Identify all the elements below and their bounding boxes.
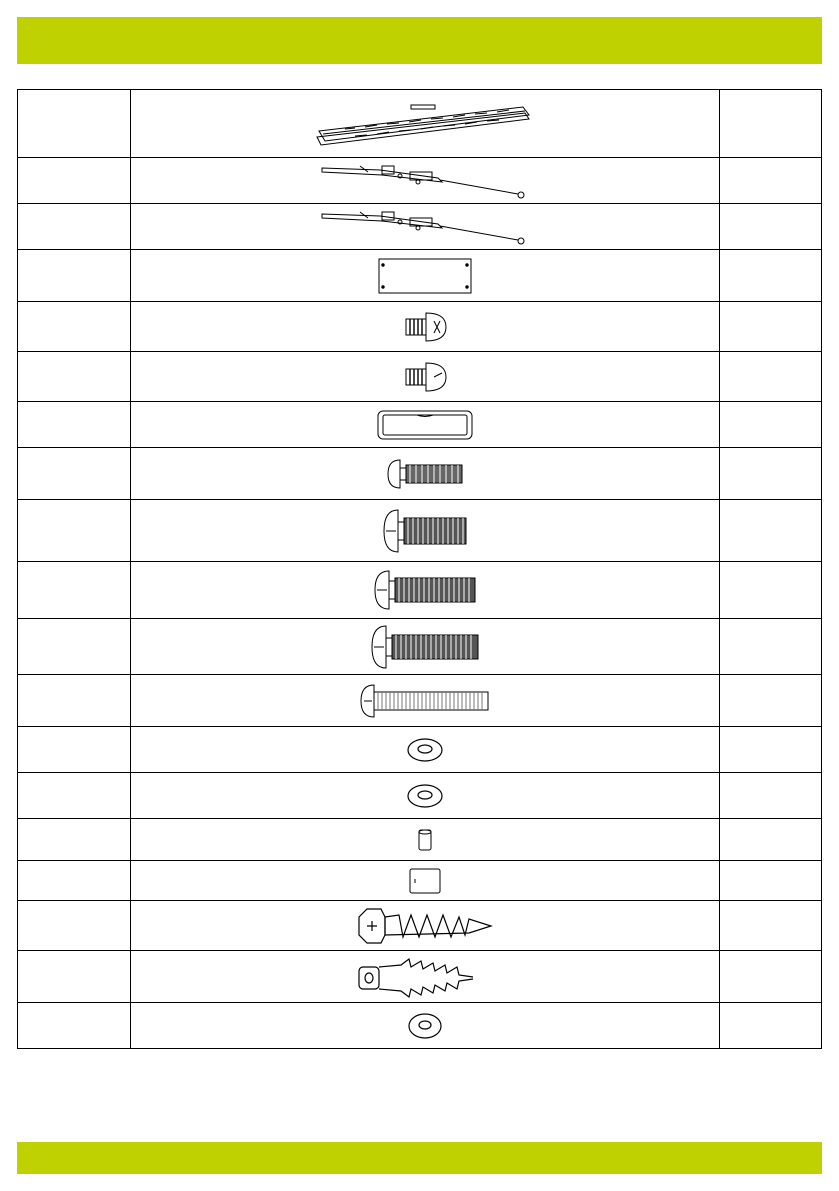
bolt-m5-long-icon — [358, 682, 492, 720]
part-id-cell — [18, 861, 131, 901]
table-row — [18, 500, 822, 562]
part-id-cell — [18, 402, 131, 448]
part-image-cell — [131, 1003, 720, 1049]
part-image-cell — [131, 448, 720, 500]
table-row — [18, 819, 822, 861]
bolt-m4-icon — [384, 454, 466, 494]
table-row — [18, 448, 822, 500]
part-qty-cell — [720, 448, 822, 500]
washer-icon — [405, 1010, 445, 1042]
footer-band — [17, 1142, 822, 1174]
lag-bolt-icon — [355, 905, 495, 947]
left-arm-bracket-icon — [320, 162, 530, 200]
bolt-m8-icon — [368, 623, 482, 671]
part-qty-cell — [720, 1003, 822, 1049]
right-arm-bracket-icon — [320, 208, 530, 246]
part-qty-cell — [720, 773, 822, 819]
short-screw-icon — [402, 309, 448, 345]
part-id-cell — [18, 619, 131, 675]
washer-icon — [405, 781, 445, 811]
part-id-cell — [18, 500, 131, 562]
part-image-cell — [131, 250, 720, 302]
part-image-cell — [131, 402, 720, 448]
part-image-cell — [131, 352, 720, 402]
part-id-cell — [18, 90, 131, 158]
part-id-cell — [18, 901, 131, 951]
part-image-cell — [131, 562, 720, 619]
part-qty-cell — [720, 727, 822, 773]
part-qty-cell — [720, 951, 822, 1003]
part-qty-cell — [720, 562, 822, 619]
spacer-plate-icon — [377, 257, 473, 295]
part-id-cell — [18, 250, 131, 302]
part-qty-cell — [720, 819, 822, 861]
part-image-cell — [131, 500, 720, 562]
part-qty-cell — [720, 90, 822, 158]
table-row — [18, 562, 822, 619]
table-row — [18, 675, 822, 727]
part-image-cell — [131, 901, 720, 951]
part-qty-cell — [720, 500, 822, 562]
short-screw-icon — [402, 359, 448, 395]
spacer-large-icon — [407, 865, 443, 897]
part-qty-cell — [720, 158, 822, 204]
table-row — [18, 402, 822, 448]
table-row — [18, 619, 822, 675]
part-id-cell — [18, 773, 131, 819]
part-id-cell — [18, 951, 131, 1003]
table-row — [18, 204, 822, 250]
part-id-cell — [18, 727, 131, 773]
part-image-cell — [131, 619, 720, 675]
part-image-cell — [131, 302, 720, 352]
table-row — [18, 90, 822, 158]
table-row — [18, 773, 822, 819]
table-row — [18, 727, 822, 773]
part-image-cell — [131, 727, 720, 773]
table-row — [18, 1003, 822, 1049]
part-image-cell — [131, 951, 720, 1003]
part-id-cell — [18, 302, 131, 352]
part-id-cell — [18, 1003, 131, 1049]
wall-anchor-icon — [355, 955, 495, 999]
part-image-cell — [131, 158, 720, 204]
header-band — [17, 17, 822, 64]
part-id-cell — [18, 819, 131, 861]
part-id-cell — [18, 204, 131, 250]
part-id-cell — [18, 158, 131, 204]
table-row — [18, 951, 822, 1003]
part-image-cell — [131, 675, 720, 727]
part-image-cell — [131, 819, 720, 861]
part-id-cell — [18, 448, 131, 500]
table-row — [18, 302, 822, 352]
part-id-cell — [18, 352, 131, 402]
table-row — [18, 861, 822, 901]
part-qty-cell — [720, 619, 822, 675]
washer-icon — [405, 735, 445, 765]
part-qty-cell — [720, 250, 822, 302]
parts-table — [17, 89, 822, 1049]
part-id-cell — [18, 562, 131, 619]
table-row — [18, 901, 822, 951]
part-qty-cell — [720, 901, 822, 951]
table-row — [18, 250, 822, 302]
part-qty-cell — [720, 402, 822, 448]
bolt-m6-icon — [380, 506, 470, 556]
part-qty-cell — [720, 861, 822, 901]
part-id-cell — [18, 675, 131, 727]
part-image-cell — [131, 90, 720, 158]
table-row — [18, 352, 822, 402]
level-icon — [377, 409, 473, 441]
wall-rail-icon — [315, 101, 535, 147]
part-qty-cell — [720, 352, 822, 402]
spacer-small-icon — [415, 826, 435, 854]
part-qty-cell — [720, 302, 822, 352]
part-qty-cell — [720, 675, 822, 727]
table-row — [18, 158, 822, 204]
part-qty-cell — [720, 204, 822, 250]
bolt-m6-long-icon — [371, 567, 479, 613]
part-image-cell — [131, 204, 720, 250]
part-image-cell — [131, 861, 720, 901]
part-image-cell — [131, 773, 720, 819]
